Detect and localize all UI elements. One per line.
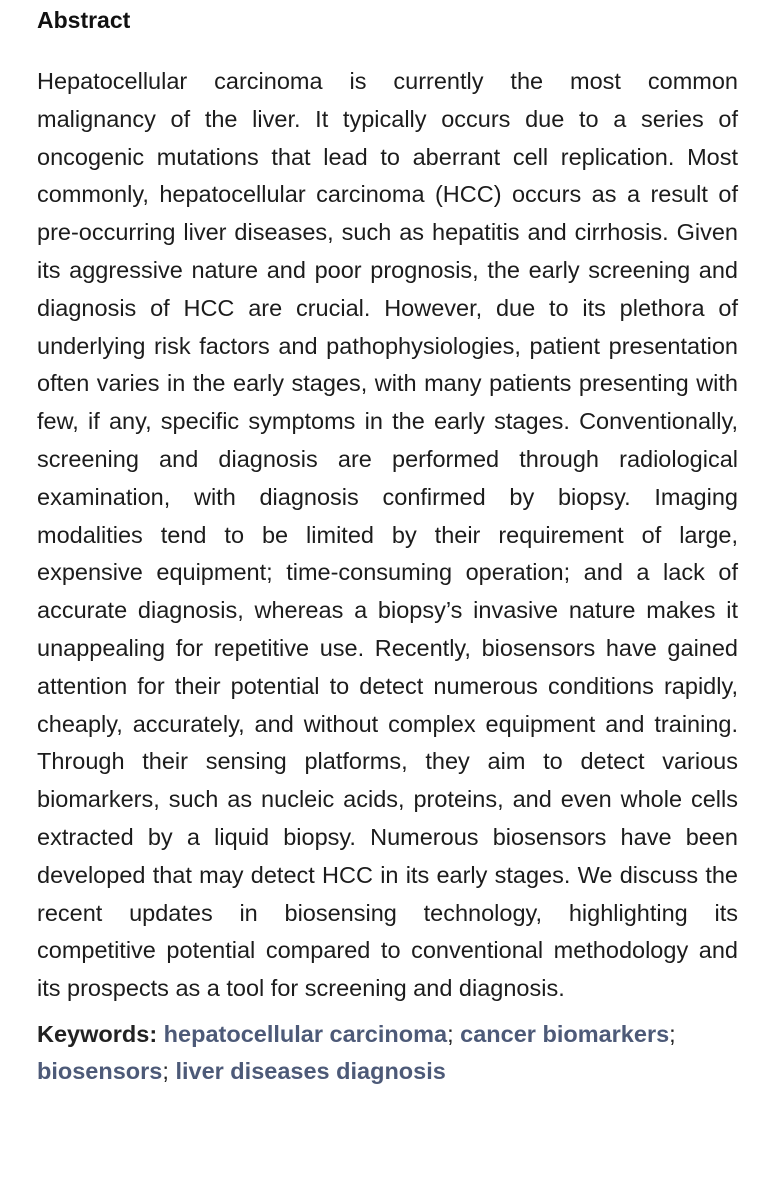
keywords-label: Keywords: [37, 1020, 158, 1047]
keyword-link-cancer-biomarkers[interactable]: cancer biomarkers [460, 1020, 670, 1047]
keyword-separator: ; [447, 1020, 454, 1047]
abstract-heading: Abstract [37, 7, 131, 33]
keywords-line [37, 1016, 738, 1090]
keyword-link-hepatocellular-carcinoma[interactable]: hepatocellular carcinoma [163, 1020, 448, 1047]
keyword-separator: ; [162, 1057, 169, 1084]
abstract-body: Hepatocellular carcinoma is currently the most common malignancy of the liver. It typically occurs due to a series of oncogenic mutations that lead to aberrant cell replication. Most commonly, hepatocellular carcinoma (HCC) occurs as a result of pre-occurring liver diseases, such as hepatitis and cirrhosis. Given its aggressive nature and poor prognosis, the early screening and diagnosis of HCC are crucial. However, due to its plethora of underlying risk factors and pathophysiologies, patient presentation often varies in the early stages, with many patients presenting with few, if any, specific symptoms in the early stages. Conventionally, screening and diagnosis are performed through radiological examination, with diagnosis confirmed by biopsy. Imaging modalities tend to be limited by their requirement of large, expensive equipment; time-consuming operation; and a lack of accurate diagnosis, whereas a biopsy’s invasive nature makes it unappealing for repetitive use. Recently, biosensors have gained attention for their potential to detect numerous conditions rapidly, cheaply, accurately, and without complex equipment and training. Through their sensing platforms, they aim to detect various biomarkers, such as nucleic acids, proteins, and even whole cells extracted by a liquid biopsy. Numerous biosensors have been developed that may detect HCC in its early stages. We discuss the recent updates in biosensing technology, highlighting its competitive potential compared to conventional methodology and its prospects as a tool for screening and diagnosis. [37, 68, 738, 1002]
keyword-separator: ; [669, 1020, 676, 1047]
keyword-link-liver-diseases-diagnosis[interactable]: liver diseases diagnosis [175, 1057, 446, 1084]
keyword-link-biosensors[interactable]: biosensors [37, 1057, 163, 1084]
